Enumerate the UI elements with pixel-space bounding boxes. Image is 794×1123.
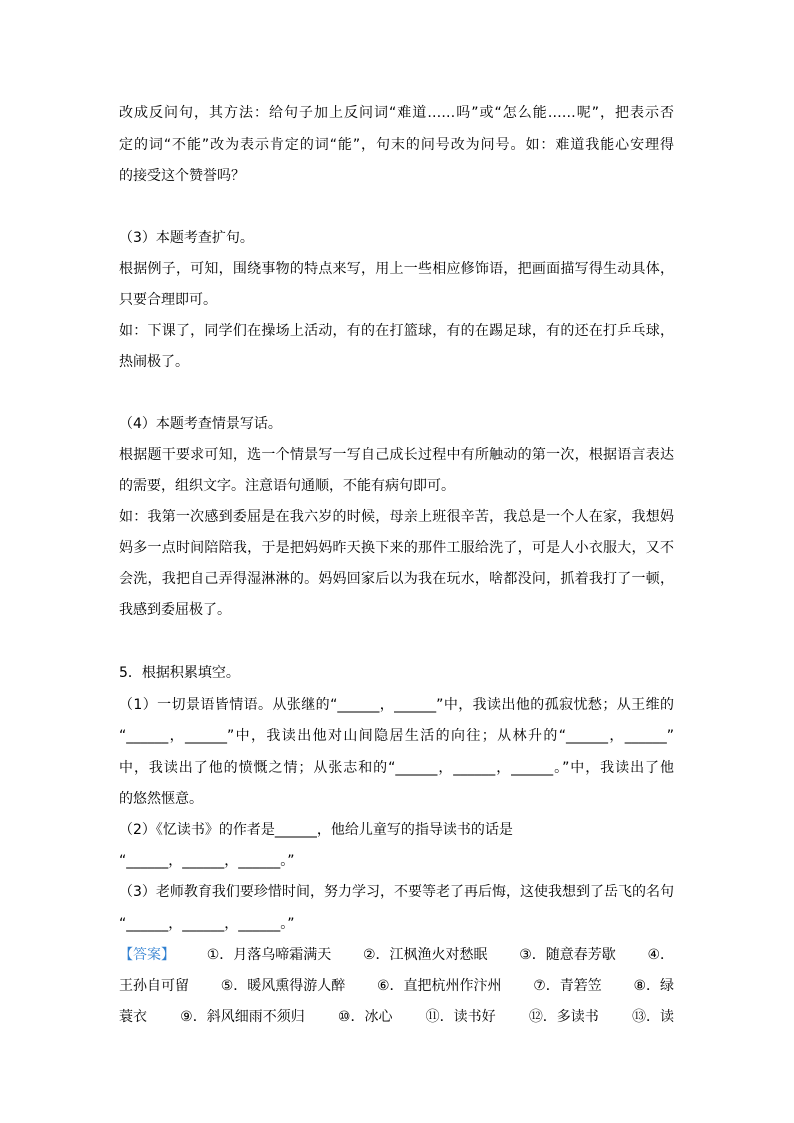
answer-item: ⑪．读书好 bbox=[425, 1009, 496, 1025]
answer-item: ⑧．绿 bbox=[633, 978, 674, 994]
text-line: 中，我读出了他的愤慨之情；从张志和的“______，______，______。”中，我读出了他 bbox=[119, 760, 674, 776]
answer-item: ③．随意春芳歇 bbox=[519, 947, 616, 963]
answer-item: 蓑衣 bbox=[119, 1009, 147, 1025]
text-line: 热闹极了。 bbox=[119, 354, 189, 370]
section-heading: （3）本题考查扩句。 bbox=[119, 230, 254, 246]
text-line: 改成反问句，其方法：给句子加上反问词“难道……吗”或“怎么能……呢”，把表示否 bbox=[119, 105, 674, 121]
answer-item: 王孙自可留 bbox=[119, 978, 189, 994]
text-line: 如：我第一次感到委屈是在我六岁的时候，母亲上班很辛苦，我总是一个人在家，我想妈 bbox=[119, 509, 674, 525]
answer-label: 【答案】 bbox=[119, 947, 175, 963]
text-line: “______，______，______。” bbox=[119, 916, 295, 932]
text-line: 的悠然惬意。 bbox=[119, 791, 203, 807]
answer-item: ⑦．青箬笠 bbox=[533, 978, 602, 994]
answer-item: ⑤．暖风熏得游人醉 bbox=[220, 978, 346, 994]
text-line: “______，______，______。” bbox=[119, 853, 295, 869]
answer-item: ④． bbox=[647, 947, 674, 963]
text-line: 会洗，我把自己弄得湿淋淋的。妈妈回家后以为我在玩水，啥都没问，抓着我打了一顿， bbox=[119, 571, 674, 587]
text-line: 我感到委屈极了。 bbox=[119, 602, 231, 618]
text-line: 根据题干要求可知，选一个情景写一写自己成长过程中有所触动的第一次，根据语言表达 bbox=[119, 447, 674, 463]
section-heading: （4）本题考查情景写话。 bbox=[119, 416, 282, 432]
text-line: 妈多一点时间陪陪我，于是把妈妈昨天换下来的那件工服给洗了，可是人小衣服大，又不 bbox=[119, 540, 674, 556]
text-line: 只要合理即可。 bbox=[119, 292, 217, 308]
answer-line bbox=[119, 1007, 674, 1027]
text-line: 根据例子，可知，围绕事物的特点来写，用上一些相应修饰语，把画面描写得生动具体， bbox=[119, 261, 674, 277]
answer-item: ⑥．直把杭州作汴州 bbox=[376, 978, 502, 994]
text-line: （2）《忆读书》的作者是______，他给儿童写的指导读书的话是 bbox=[119, 822, 513, 838]
answer-item: ⑫．多读书 bbox=[528, 1009, 599, 1025]
answer-line bbox=[119, 976, 674, 996]
answer-item: ⑩．冰心 bbox=[337, 1009, 393, 1025]
answer-line bbox=[119, 945, 674, 965]
text-line: 如：下课了，同学们在操场上活动，有的在打篮球，有的在踢足球，有的还在打乒乓球， bbox=[119, 323, 674, 339]
text-line: （1）一切景语皆情语。从张继的“______，______”中，我读出他的孤寂忧愁；从王维的 bbox=[119, 697, 674, 713]
answer-item: ①．月落乌啼霜满天 bbox=[206, 947, 332, 963]
text-line: “______，______”中，我读出他对山间隐居生活的向往；从林升的“______，______” bbox=[119, 728, 674, 744]
question-title: 5．根据积累填空。 bbox=[119, 665, 240, 681]
answer-item: ②．江枫渔火对愁眠 bbox=[362, 947, 488, 963]
text-line: （3）老师教育我们要珍惜时间，努力学习，不要等老了再后悔，这使我想到了岳飞的名句 bbox=[119, 884, 674, 900]
text-line: 定的词“不能”改为表示肯定的词“能”，句末的问号改为问号。如：难道我能心安理得 bbox=[119, 137, 674, 153]
text-line: 的需要，组织文字。注意语句通顺，不能有病句即可。 bbox=[119, 478, 455, 494]
answer-item: ⑬．读 bbox=[631, 1009, 674, 1025]
text-line: 的接受这个赞誉吗？ bbox=[119, 168, 245, 184]
answer-item: ⑨．斜风细雨不须归 bbox=[180, 1009, 305, 1025]
